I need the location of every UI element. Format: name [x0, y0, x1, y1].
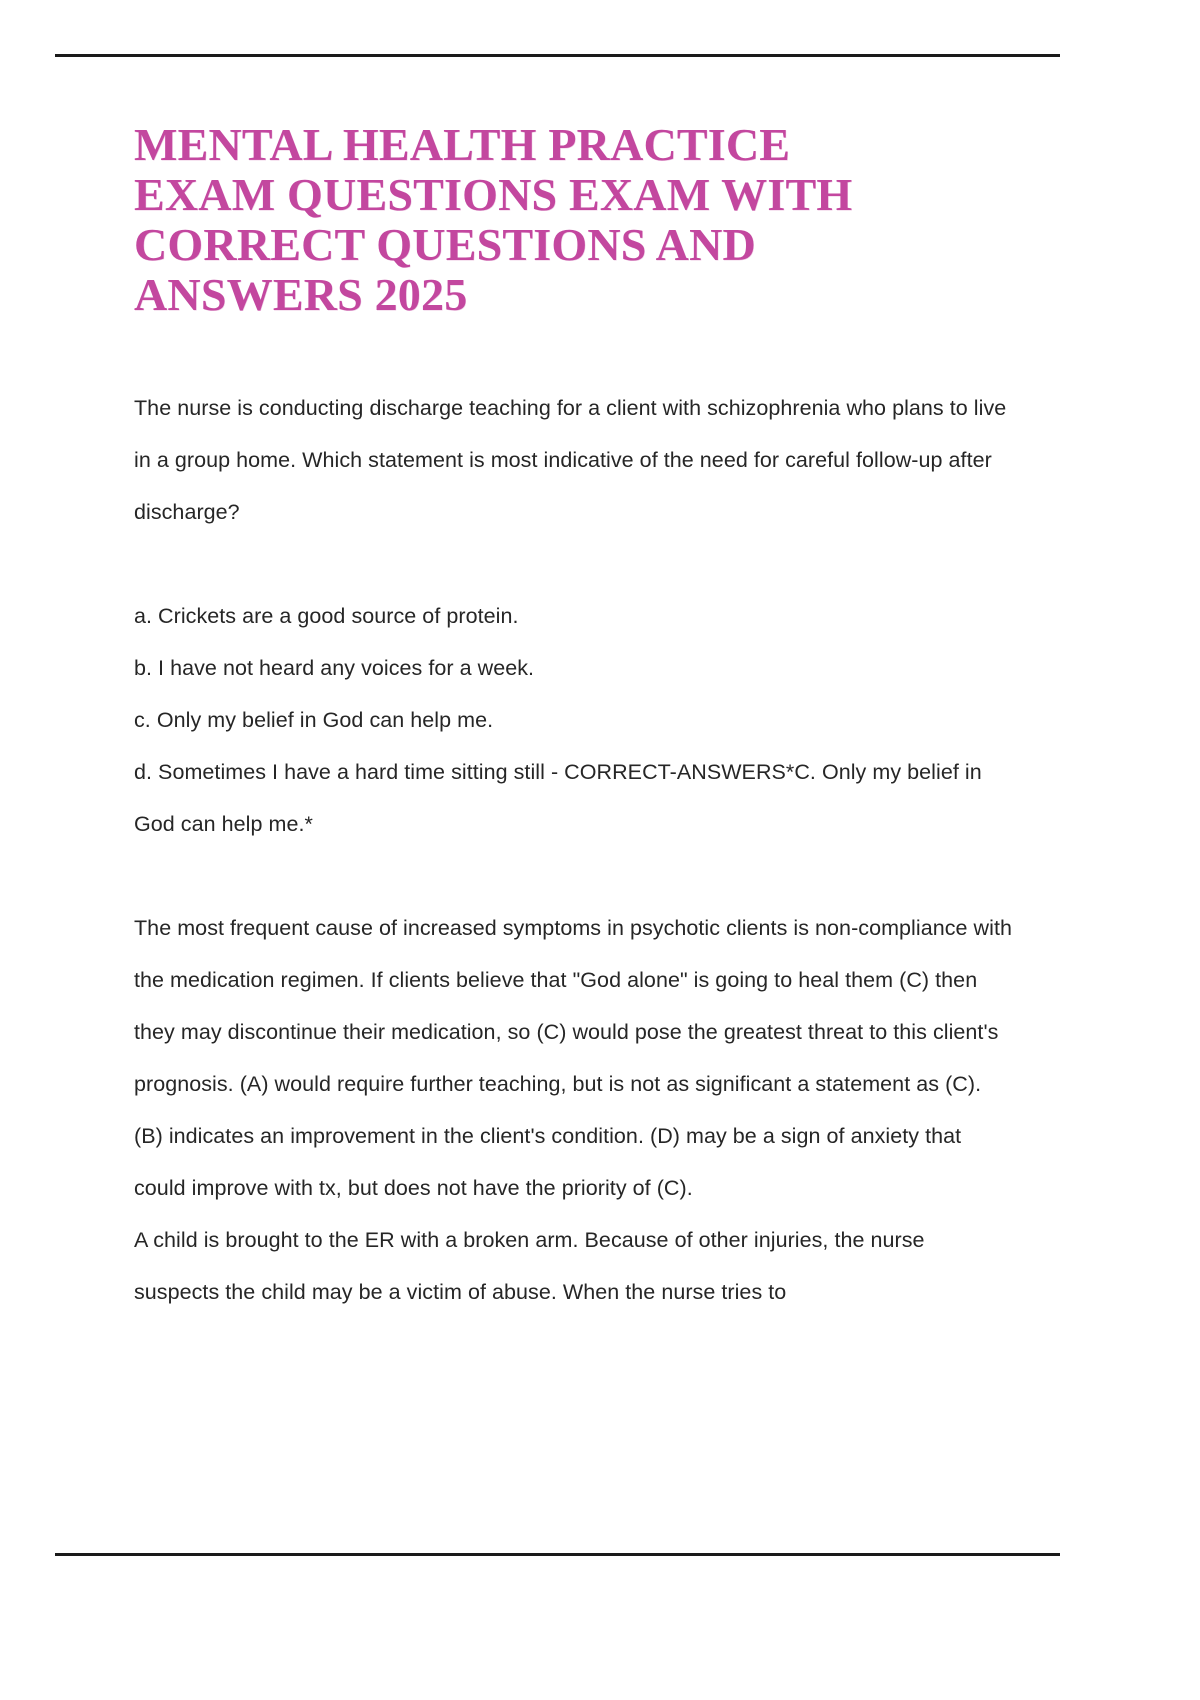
title-spacer — [134, 320, 1014, 382]
question-stem: The nurse is conducting discharge teaching for a client with schizophrenia who plans to live in a group home. Which statement is most indicative of the need for careful follow-up after discharge? — [134, 396, 1007, 524]
answer-option-c: c. Only my belief in God can help me. — [134, 708, 494, 732]
answer-option-b: b. I have not heard any voices for a week. — [134, 656, 535, 680]
answer-option-a: a. Crickets are a good source of protein. — [134, 604, 519, 628]
rationale-paragraph: The most frequent cause of increased symptoms in psychotic clients is non-compliance with the medication regimen. If clients believe that "God alone" is going to heal them (C) then they may discontinue their medication, so (C) would pose the greatest threat to this client's prognosis. (A) would require further teaching, but is not as significant a statement as (C). (B) indicates an improvement in the client's condition. (D) may be a sign of anxiety that could improve with tx, but does not have the priority of (C). — [134, 916, 1012, 1200]
options-rationale-spacer — [134, 850, 1014, 902]
stem-options-spacer — [134, 538, 1014, 590]
page-title: MENTAL HEALTH PRACTICE EXAM QUESTIONS EXAM WITH CORRECT QUESTIONS AND ANSWERS 2025 — [134, 119, 853, 320]
next-question-stem: A child is brought to the ER with a broken arm. Because of other injuries, the nurse suspects the child may be a victim of abuse. When the nurse tries to — [134, 1228, 925, 1304]
document-content — [134, 120, 1014, 1318]
answer-option-d: d. Sometimes I have a hard time sitting still - CORRECT-ANSWERS*C. Only my belief in God can help me.* — [134, 760, 982, 836]
footer-divider-rule — [55, 1553, 1060, 1556]
header-divider-rule — [55, 54, 1060, 57]
